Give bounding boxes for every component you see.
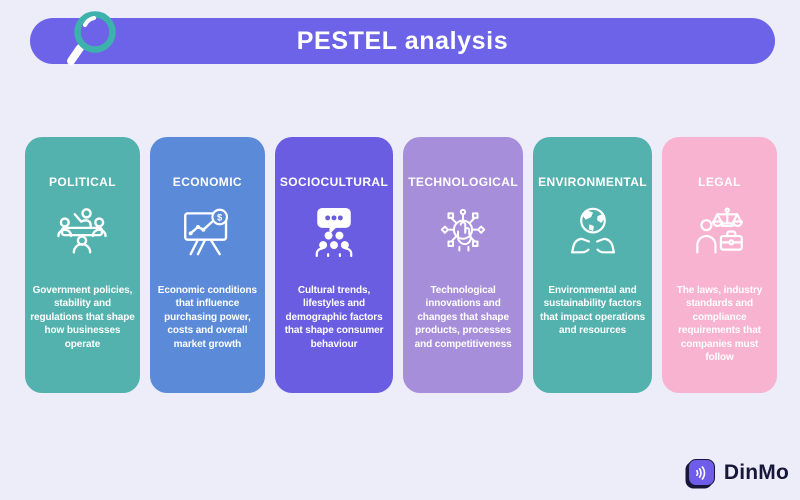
card-title: POLITICAL (49, 175, 116, 189)
card-title: LEGAL (698, 175, 741, 189)
card-technological (403, 137, 523, 393)
hands-globe-icon (538, 202, 647, 260)
touch-gear-icon (408, 202, 518, 260)
justice-scales-icon (667, 202, 772, 260)
people-speech-icon (280, 202, 388, 260)
card-description: Environmental and sustainability factors that impact operations and resources (540, 285, 646, 337)
card-description: The laws, industry standards and compliance requirements that companies must follow (676, 285, 763, 363)
card-political (25, 137, 140, 393)
meeting-icon (30, 202, 135, 260)
svg-text:$: $ (217, 212, 223, 224)
card-title: SOCIOCULTURAL (279, 175, 389, 189)
brand-name: DinMo (723, 460, 789, 484)
dinmo-logo-icon (688, 459, 715, 486)
cards-row (25, 137, 777, 393)
card-description: Economic conditions that influence purchasing power, costs and overall market growth (157, 285, 258, 350)
card-legal (662, 137, 777, 393)
card-environmental (533, 137, 652, 393)
card-description: Technological innovations and changes that shape products, processes and competitiveness (414, 285, 512, 350)
card-title: ENVIRONMENTAL (538, 175, 648, 189)
card-title: TECHNOLOGICAL (408, 175, 519, 189)
card-title: ECONOMIC (172, 175, 242, 189)
presentation-chart-icon (155, 202, 260, 260)
brand-footer (688, 459, 789, 486)
header-banner (30, 18, 775, 64)
card-description: Cultural trends, lifestyles and demographic factors that shape consumer behaviour (284, 285, 384, 350)
card-description: Government policies, stability and regulations that shape how businesses operate (30, 285, 135, 350)
magnifying-glass-icon (63, 3, 125, 69)
card-sociocultural (275, 137, 393, 393)
page-title: PESTEL analysis (296, 26, 509, 55)
card-economic (150, 137, 265, 393)
